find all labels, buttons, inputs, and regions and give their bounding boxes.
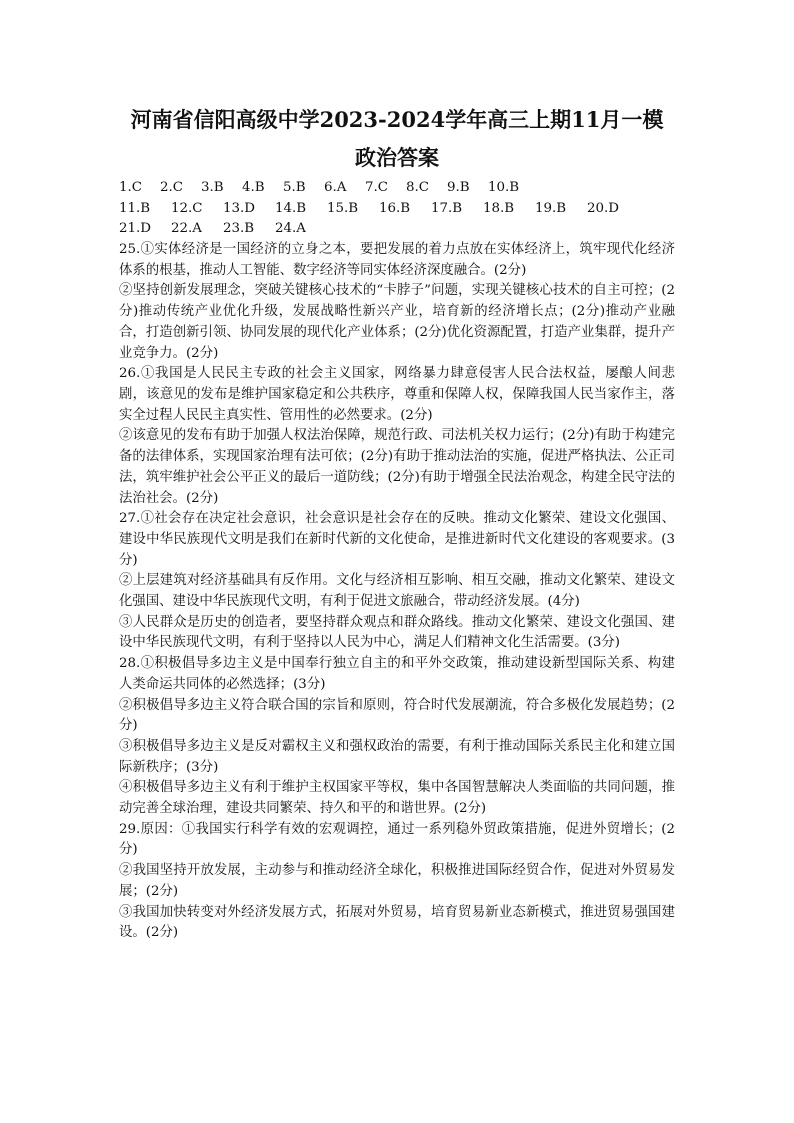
answer-paragraph-25-2: ②坚持创新发展理念，突破关键核心技术的“卡脖子”问题，实现关键核心技术的自主可控；(2分)推动传统产业优化升级，发展战略性新兴产业，培育新的经济增长点；(2分)推动产业融合，打造创新引领、协同发展的现代化产业体系；(2分)优化资源配置，打造产业集群，提升产业竞争力。(2分) — [119, 283, 675, 361]
answer-paragraph-27-3: ③人民群众是历史的创造者，要坚持群众观点和群众路线。推动文化繁荣、建设文化强国、建设中华民族现代文明，有利于坚持以人民为中心，满足人们精神文化生活需要。(3分) — [119, 614, 675, 651]
mc-answer: 4.B — [242, 180, 265, 195]
mc-answer: 13.D — [223, 200, 256, 216]
mc-answer: 3.B — [201, 180, 224, 195]
mc-answer: 2.C — [160, 180, 184, 195]
multiple-choice-row-2 — [119, 199, 675, 220]
mc-answer: 16.B — [379, 200, 411, 216]
page-subtitle: 政治答案 — [355, 145, 439, 170]
mc-answer: 6.A — [324, 180, 347, 195]
answer-paragraph-29-2: ②我国坚持开放发展，主动参与和推动经济全球化，积极推进国际经贸合作，促进对外贸易发展；(2分) — [119, 863, 675, 899]
mc-answer: 20.D — [587, 200, 620, 216]
mc-answer: 24.A — [275, 221, 306, 237]
page-title: 河南省信阳高级中学2023-2024学年高三上期11月一模 — [130, 107, 664, 132]
answer-paragraph-25-1: 25.①实体经济是一国经济的立身之本，要把发展的着力点放在实体经济上，筑牢现代化经济体系的根基，推动人工智能、数字经济等同实体经济深度融合。(2分) — [119, 242, 675, 278]
answer-paragraph-28-1: 28.①积极倡导多边主义是中国奉行独立自主的和平外交政策，推动建设新型国际关系、构建人类命运共同体的必然选择；(3分) — [119, 656, 675, 692]
mc-answer: 21.D — [119, 221, 152, 237]
answer-paragraph-27-2: ②上层建筑对经济基础具有反作用。文化与经济相互影响、相互交融，推动文化繁荣、建设文化强国、建设中华民族现代文明，有利于促进文旅融合，带动经济发展。(4分) — [119, 573, 675, 610]
answer-paragraph-28-2: ②积极倡导多边主义符合联合国的宗旨和原则，符合时代发展潮流，符合多极化发展趋势；(2分) — [119, 697, 675, 734]
multiple-choice-row-1 — [119, 178, 675, 199]
mc-answer: 19.B — [535, 200, 567, 216]
mc-answer: 7.C — [365, 180, 389, 195]
mc-answer: 5.B — [283, 180, 306, 195]
mc-answer: 22.A — [171, 221, 202, 237]
mc-answer: 12.C — [171, 200, 203, 216]
answer-content — [119, 178, 675, 944]
answer-paragraph-29-1: 29.原因：①我国实行科学有效的宏观调控，通过一系列稳外贸政策措施，促进外贸增长；(2分) — [119, 821, 675, 858]
mc-answer: 11.B — [119, 200, 151, 216]
answer-paragraph-29-3: ③我国加快转变对外经济发展方式，拓展对外贸易，培育贸易新业态新模式，推进贸易强国建设。(2分) — [119, 904, 675, 941]
answer-paragraph-28-4: ④积极倡导多边主义有利于维护主权国家平等权，集中各国智慧解决人类面临的共同问题，推动完善全球治理，建设共同繁荣、持久和平的和谐世界。(2分) — [119, 780, 675, 817]
mc-answer: 15.B — [327, 200, 359, 216]
mc-answer: 14.B — [275, 200, 307, 216]
mc-answer: 18.B — [483, 200, 515, 216]
answer-paragraph-27-1: 27.①社会存在决定社会意识，社会意识是社会存在的反映。推动文化繁荣、建设文化强国、建设中华民族现代文明是我们在新时代新的文化使命，是推进新时代文化建设的客观要求。(3分) — [119, 511, 675, 568]
mc-answer: 10.B — [488, 180, 520, 195]
mc-answer: 23.B — [223, 221, 255, 237]
answer-paragraph-26-1: 26.①我国是人民民主专政的社会主义国家，网络暴力肆意侵害人民合法权益，屡酿人间悲剧，该意见的发布是维护国家稳定和公共秩序，尊重和保障人权，保障我国人民当家作主，落实全过程人民民主真实性、管用性的必然要求。(2分) — [119, 366, 675, 423]
answer-paragraph-28-3: ③积极倡导多边主义是反对霸权主义和强权政治的需要，有利于推动国际关系民主化和建立国际新秩序；(3分) — [119, 738, 675, 775]
mc-answer: 17.B — [431, 200, 463, 216]
mc-answer: 1.C — [119, 180, 143, 195]
mc-answer: 9.B — [447, 180, 470, 195]
multiple-choice-row-3 — [119, 219, 675, 240]
answer-paragraph-26-2: ②该意见的发布有助于加强人权法治保障，规范行政、司法机关权力运行；(2分)有助于构建完备的法律体系，实现国家治理有法可依；(2分)有助于推动法治的实施，促进严格执法、公正司法，筑牢维护社会公平正义的最后一道防线；(2分)有助于增强全民法治观念，构建全民守法的法治社会。(2分) — [119, 428, 675, 506]
mc-answer: 8.C — [406, 180, 430, 195]
